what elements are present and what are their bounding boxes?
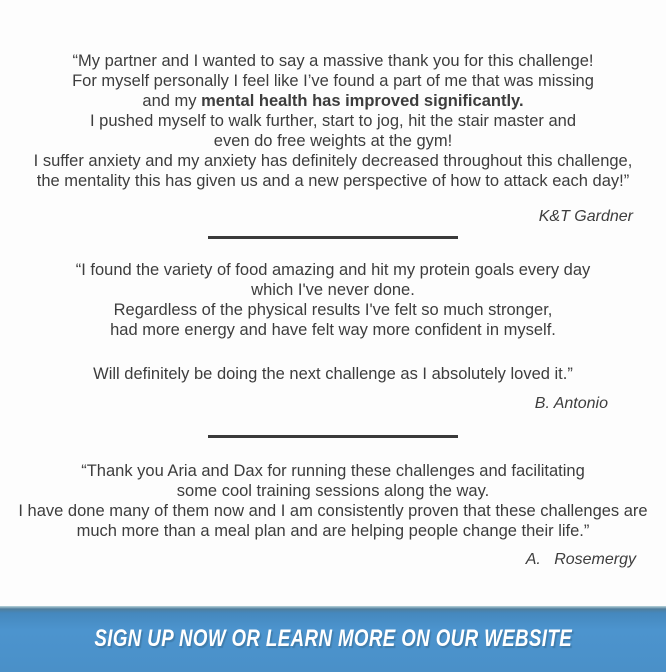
testimonial-line: much more than a meal plan and are helping people change their life.” — [76, 522, 590, 540]
testimonial-line: some cool training sessions along the way. — [176, 482, 490, 500]
testimonial-line: I have done many of them now and I am consistently proven that these challenges are — [18, 502, 648, 520]
divider — [208, 236, 458, 239]
testimonial-line: I pushed myself to walk further, start to jog, hit the stair master and — [89, 112, 577, 130]
testimonial-line: which I've never done. — [251, 281, 415, 299]
testimonial-3 — [0, 461, 666, 570]
testimonial-1 — [0, 51, 666, 227]
attribution: B. Antonio — [534, 395, 608, 412]
signup-banner-label: SIGN UP NOW OR LEARN MORE ON OUR WEBSITE — [94, 625, 572, 652]
signup-banner[interactable] — [0, 606, 666, 672]
testimonial-line: Regardless of the physical results I've felt so much stronger, — [113, 301, 553, 319]
testimonial-line: I suffer anxiety and my anxiety has definitely decreased throughout this challenge, — [33, 152, 633, 170]
testimonial-line: “Thank you Aria and Dax for running these challenges and facilitating — [81, 462, 585, 480]
testimonial-2 — [0, 260, 666, 414]
testimonial-line: “I found the variety of food amazing and hit my protein goals every day — [75, 261, 591, 279]
testimonial-line — [4, 91, 662, 111]
testimonial-line: had more energy and have felt way more confident in myself. — [110, 321, 556, 339]
bold-highlight: mental health has improved significantly. — [201, 92, 524, 110]
testimonial-line: “My partner and I wanted to say a massive thank you for this challenge! — [72, 52, 594, 70]
testimonial-line: even do free weights at the gym! — [213, 132, 453, 150]
attribution: A. Rosemergy — [525, 551, 636, 568]
testimonial-line-prefix: and my — [142, 92, 202, 110]
testimonial-line: the mentality this has given us and a new perspective of how to attack each day!” — [36, 172, 630, 190]
testimonial-line: Will definitely be doing the next challenge as I absolutely loved it.” — [93, 365, 573, 383]
divider — [208, 435, 458, 438]
testimonial-line: For myself personally I feel like I’ve found a part of me that was missing — [72, 72, 594, 90]
attribution: K&T Gardner — [538, 208, 633, 225]
